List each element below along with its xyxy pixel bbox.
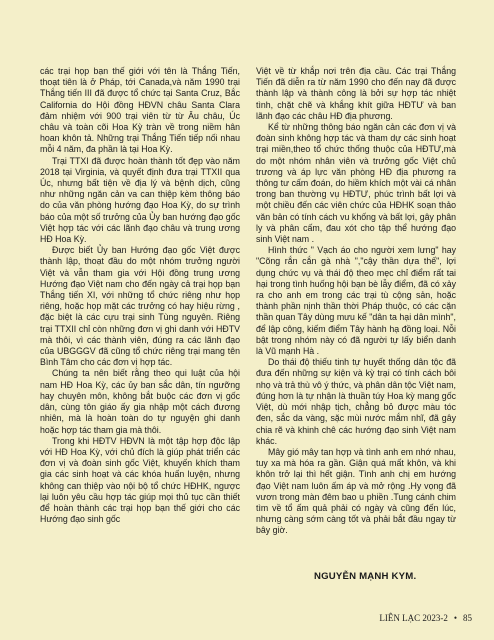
paragraph: Việt về từ khắp nơi trên địa cầu. Các trại Thắng Tiến đã diễn ra từ năm 1990 cho đến nay đã được thành lập và thành công là bởi sự hợp tác nhiệt tình, chặt chẽ và khắng khít giữa HĐTƯ và ban lãnh đạo các châu HĐ địa phương.: [256, 66, 456, 121]
left-column: [40, 66, 240, 525]
right-column: [256, 66, 456, 582]
paragraph: Trại TTXI đã được hoàn thành tốt đẹp vào năm 2018 tại Virginia, và quyết định đưa trại TTXII qua Úc, nhưng bất tiện về địa lý và bệnh dịch, cũng như những ngăn cản va can thiệp kèm thông báo do của văn phòng hướng đạo Hoa Kỳ, do sự trình báo của một số trưởng của Ủy ban hướng đạo gốc Việt hợp tác với các lãnh đạo châu và trung ương HĐ Hoa Kỳ.: [40, 155, 240, 245]
paragraph: Hình thức " Vạch áo cho người xem lưng" hay "Cõng rắn cắn gà nhà ","cậy thần dựa thế", lợi dụng chức vụ và thái độ theo mẹc chỉ điểm rất tai hại trong tình huống hội bạn bè lẫy điểm, đã có xảy ra cho anh em trong các trại tù cộng sản, hoặc thành phần nịnh thần thời Pháp thuộc, có các cặn thần quan Tây dùng mưu kế "dân ta hại dân mình", để lập công, kiếm điểm Tây hành hạ đồng loại. Nỗi bật trong nhóm này có đã người tự lấy biển danh là Vũ mạnh Hà .: [256, 245, 456, 357]
publication-name: LIÊN LẠC 2023-2: [379, 613, 448, 623]
paragraph: Mây gió mây tan hợp và tình anh em nhớ nhau, tuy xa mà hóa ra gần. Giận quá mất khôn, và khi khôn trở lại thì hết giận. Tình anh chị em hướng đạo Việt nam luôn ấm áp và mở rộng .Hy vọng đã vươn trong màn đêm bao u phiền .Tung cánh chim tìm về tổ ấm quả phải có ngày và cũng đến lúc, nhưng càng sớm càng tốt và phải bắt đầu ngay từ bây giờ.: [256, 446, 456, 536]
paragraph: Trong khi HĐTV HĐVN là một tập hợp độc lập với HĐ Hoa Kỳ, với chủ đích là giúp phát triển các đơn vị và đoàn sinh gốc Việt, khuyến khích tham gia các sinh hoạt và các khóa huấn luyện, nhưng không can thiệp vào nội bộ tổ chức HĐHK, ngược lại luôn yêu cầu hợp tác giúp mọi thủ tục cần thiết để hoàn thành các trại họp bạn thế giới cho các Hướng đạo sinh gốc: [40, 435, 240, 525]
paragraph: các trại họp bạn thế giới với tên là Thắng Tiến, thoạt tiên là ở Pháp, tới Canada,và năm 1990 trại Thắng tiến III đã được tổ chức tại Santa Cruz, Bắc California do Hội đồng HĐVN châu Santa Clara đảm nhiệm với 900 trại viên từ từ Âu châu, Úc châu và toàn cõi Hoa Kỳ tràn về trong niềm hân hoan khôn tả. Những trại Thắng Tiến tiếp nối nhau mỗi 4 năm, đa phần là tại Hoa Kỳ.: [40, 66, 240, 155]
paragraph: Chúng ta nên biết rằng theo qui luật của hội nam HĐ Hoa Kỳ, các ủy ban sắc dân, tín ngưỡng hay chuyên môn, không bắt buộc các đơn vị gốc dân, cùng tôn giáo ấy gia nhập một cách đương nhiên, mà là hoàn toàn do tự nguyện ghi danh hoặc hợp tác tham gia mà thôi.: [40, 368, 240, 435]
paragraph: Do thái độ thiếu tinh tự huyết thống dân tộc đã đưa đến những sự kiện và kỳ trại có tính cách bôi nhọ và trả thù vô ý thức, và phân dân tộc Việt nam, đúng hơn là tự nhận là thuần túy Hoa kỳ mang gốc Việt, dù mới nhập tịch, chẳng bỏ được màu tóc đen, sắc da vàng, sặc mùi nước mắm nhĩ, đã gây chia rẽ và khinh chê các hướng đạo sinh Việt nam khác.: [256, 357, 456, 446]
footer-separator: •: [453, 613, 457, 623]
paragraph: Kể từ những thông báo ngăn cản các đơn vị và đoàn sinh không hợp tác và tham dự các sinh hoạt trại miền,theo tổ chức thống thuộc của HĐTƯ,mà do một nhóm nhân viên và trưởng gốc Việt chủ trương và áp lực văn phòng HĐ địa phương ra thông tư cấm đoán, do hiềm khích một vài cá nhân trong ban thường vụ HĐTƯ, phúc trình bất lợi và một chiều đến các viên chức của HĐHK soạn thảo văn bản có tính cách vu khống và bất lợi, gây phân ly và phân cấm, đau xót cho tập thể hướng đạo sinh Việt nam .: [256, 122, 456, 245]
page-number: 85: [463, 613, 472, 623]
paragraph: Được biết Ủy ban Hướng đạo gốc Việt được thành lập, thoạt đầu do một nhóm trưởng người Việt và vẫn tham gia với Hội đồng trung ương Hướng đạo Việt nam cho đến ngày cả trại họp bạn Thắng tiến XI, với những tổ chức riêng như họp riêng, hoặc họp mặt các trưởng có hay hiệu rừng , đặc biệt là các cựu trại sinh Tùng nguyên. Riêng trại TTXII chỉ còn những đơn vị ghi danh với HĐTV mà thôi, vì các thành viên, đúng ra các lãnh đạo của UBGGGV đã cũng tổ chức riêng trại mang tên Bình Tâm cho các đơn vị hợp tác.: [40, 245, 240, 368]
author-signature: NGUYỄN MẠNH KYM.: [314, 570, 417, 582]
page-footer: [379, 613, 472, 623]
